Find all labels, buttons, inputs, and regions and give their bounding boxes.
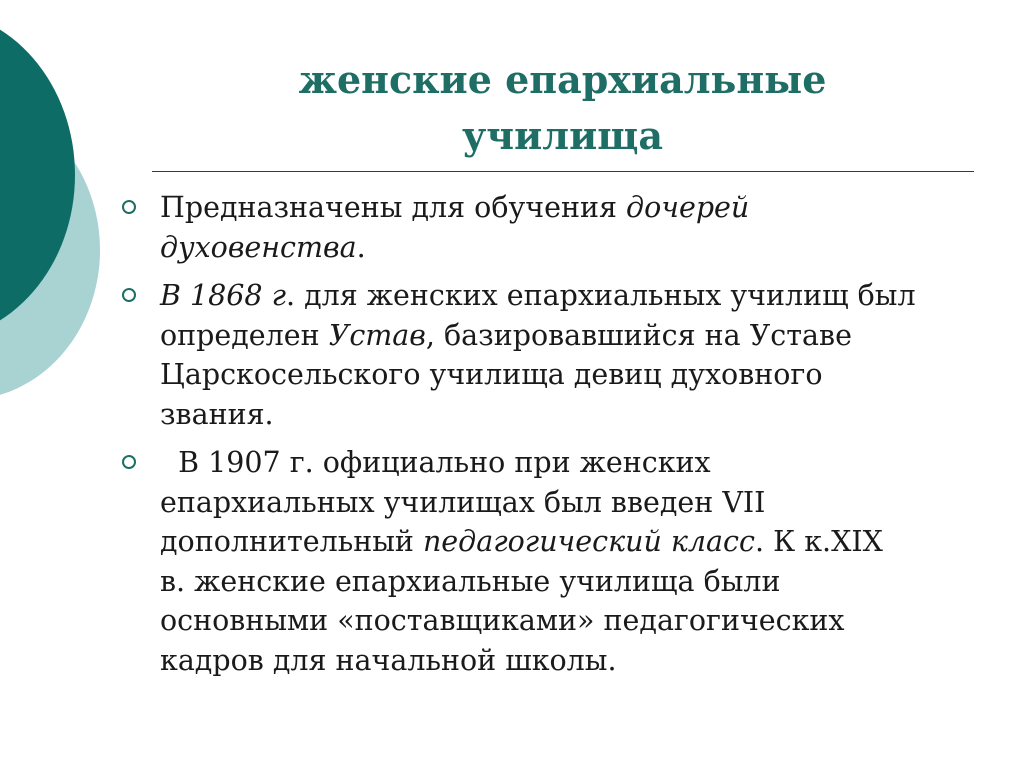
- bullet-line: [160, 276, 992, 316]
- bullet-line: кадров для начальной школы.: [160, 643, 617, 677]
- bullet-line: звания.: [160, 397, 274, 431]
- bullet-line: В 1907 г. официально при женских: [160, 446, 711, 479]
- bullet-text: .: [356, 230, 366, 264]
- bullet-text: . К к.XIX: [754, 525, 883, 558]
- bullet-text: , базировавшийся на Уставе: [425, 318, 852, 352]
- bullet-text-italic: В 1868 г: [160, 279, 286, 312]
- bullet-text: дополнительный: [160, 525, 423, 558]
- bullet-list: [122, 188, 992, 689]
- bullet-line: [160, 228, 992, 268]
- bullet-text: определен: [160, 318, 329, 352]
- bullet-line: основными «поставщиками» педагогических: [160, 604, 845, 637]
- circle-bullet-icon: [122, 288, 136, 302]
- bullet-text: Предназначены для обучения: [160, 191, 626, 224]
- bullet-line: [160, 522, 992, 562]
- bullet-text-italic: духовенства: [160, 230, 357, 264]
- bullet-line: Царскосельского училища девиц духовного: [160, 358, 823, 391]
- bullet-line: [160, 316, 992, 356]
- slide-title: [160, 52, 965, 164]
- bullet-item: [122, 188, 992, 267]
- bullet-text-italic: педагогический класс: [422, 525, 755, 558]
- bullet-text-italic: дочерей: [626, 191, 750, 224]
- bullet-text-italic: Устав: [328, 318, 426, 352]
- title-divider: [152, 171, 974, 172]
- slide-title-line-2: училища: [461, 113, 664, 158]
- bullet-text: . для женских епархиальных училищ был: [286, 279, 916, 312]
- bullet-line: епархиальных училищах был введен VII: [160, 485, 766, 519]
- bullet-line: [160, 188, 992, 228]
- circle-bullet-icon: [122, 200, 136, 214]
- bullet-item: [122, 443, 992, 680]
- bullet-line: в. женские епархиальные училища были: [160, 564, 781, 598]
- circle-bullet-icon: [122, 455, 136, 469]
- bullet-item: [122, 276, 992, 434]
- slide-title-line-1: женские епархиальные: [298, 57, 827, 102]
